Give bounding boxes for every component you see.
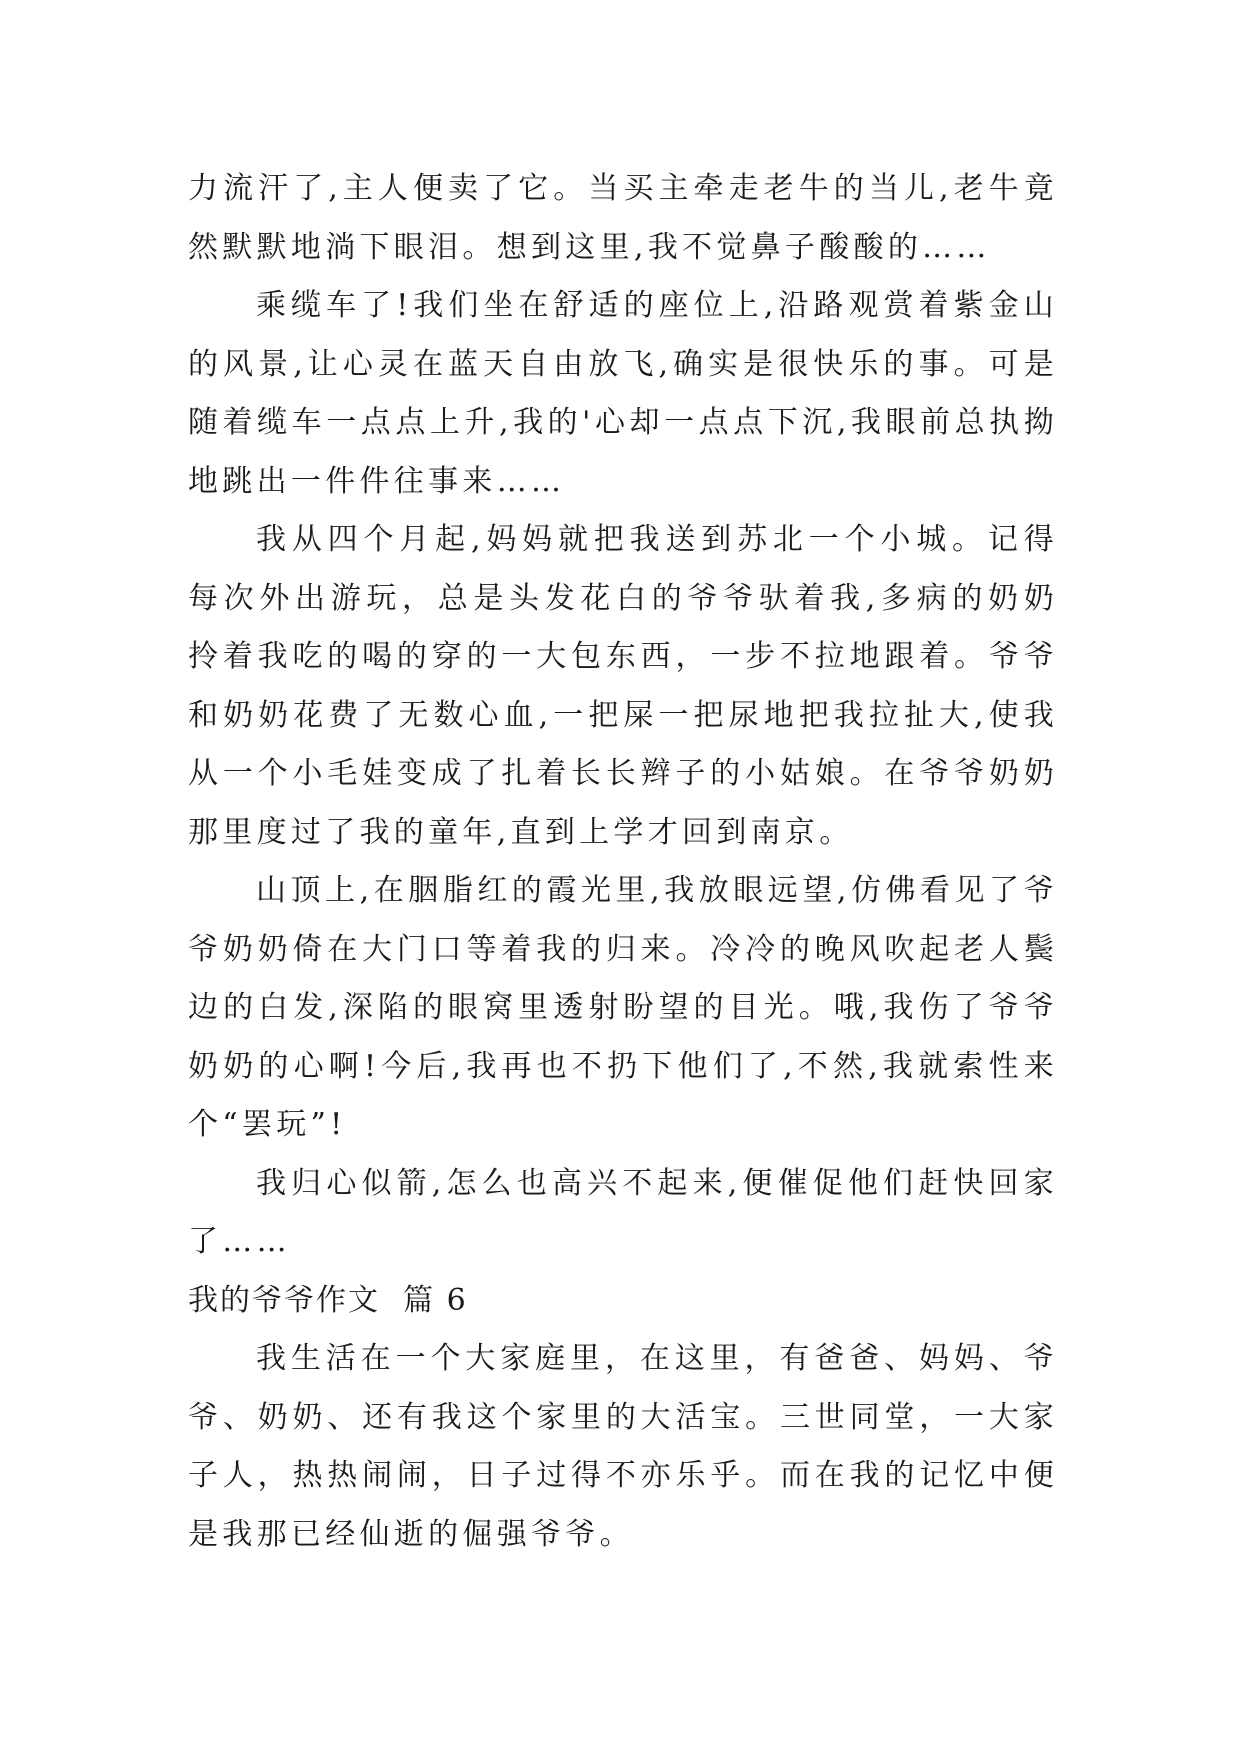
paragraph-4: 山顶上,在胭脂红的霞光里,我放眼远望,仿佛看见了爷爷奶奶倚在大门口等着我的归来。冷冷的晚风吹起老人鬓边的白发,深陷的眼窝里透射盼望的目光。哦,我伤了爷爷奶奶的心啊!今后,我再也不扔下他们了,不然,我就索性来个“罢玩”!	[188, 873, 1058, 1142]
section-heading: 我的爷爷作文 篇 6	[188, 1282, 468, 1318]
paragraph-5: 我归心似箭,怎么也高兴不起来,便催促他们赶快回家了……	[188, 1165, 1058, 1259]
paragraph-1: 力流汗了,主人便卖了它。当买主牵走老牛的当儿,老牛竟然默默地淌下眼泪。想到这里,我不觉鼻子酸酸的……	[188, 171, 1058, 265]
paragraph-6: 我生活在一个大家庭里，在这里，有爸爸、妈妈、爷爷、奶奶、还有我这个家里的大活宝。三世同堂，一大家子人，热热闹闹，日子过得不亦乐乎。而在我的记忆中便是我那已经仙逝的倔强爷爷。	[188, 1341, 1058, 1552]
document-page	[188, 160, 1058, 1564]
paragraph-3: 我从四个月起,妈妈就把我送到苏北一个小城。记得每次外出游玩，总是头发花白的爷爷驮着我,多病的奶奶拎着我吃的喝的穿的一大包东西，一步不拉地跟着。爷爷和奶奶花费了无数心血,一把屎一把尿地把我拉扯大,使我从一个小毛娃变成了扎着长长辫子的小姑娘。在爷爷奶奶那里度过了我的童年,直到上学才回到南京。	[188, 522, 1058, 850]
paragraph-2: 乘缆车了!我们坐在舒适的座位上,沿路观赏着紫金山的风景,让心灵在蓝天自由放飞,确实是很快乐的事。可是随着缆车一点点上升,我的'心却一点点下沉,我眼前总执拗地跳出一件件往事来……	[188, 288, 1058, 499]
